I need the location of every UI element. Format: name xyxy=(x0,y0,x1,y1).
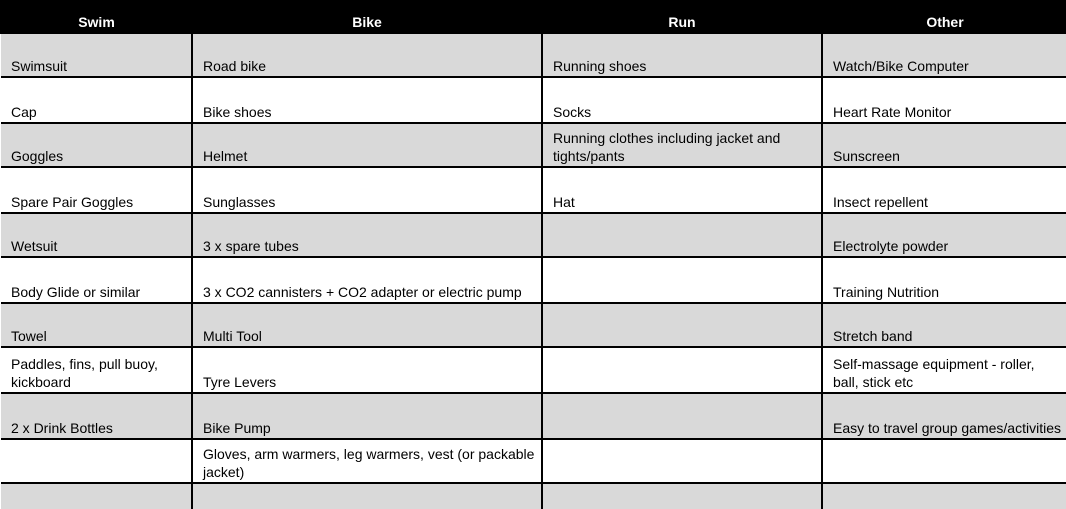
cell-bike[interactable]: 3 x CO2 cannisters + CO2 adapter or electric pump xyxy=(192,257,542,303)
cell-bike[interactable]: Bike Pump xyxy=(192,393,542,439)
table-row xyxy=(1,347,1066,393)
cell-run[interactable] xyxy=(542,303,822,347)
table-row xyxy=(1,393,1066,439)
cell-swim[interactable]: Paddles, fins, pull buoy, kickboard xyxy=(1,347,192,393)
cell-swim[interactable]: Towel xyxy=(1,303,192,347)
cell-other[interactable]: Stretch band xyxy=(822,303,1066,347)
cell-run[interactable] xyxy=(542,439,822,483)
header-swim-label: Swim xyxy=(78,14,115,30)
cell-bike[interactable]: 3 x spare tubes xyxy=(192,213,542,257)
cell-other[interactable]: Heart Rate Monitor xyxy=(822,77,1066,123)
cell-swim[interactable]: 2 x Drink Bottles xyxy=(1,393,192,439)
cell-bike[interactable]: Tyre Levers xyxy=(192,347,542,393)
table-row xyxy=(1,303,1066,347)
cell-swim[interactable]: Swimsuit xyxy=(1,33,192,77)
table-row xyxy=(1,213,1066,257)
cell-bike[interactable]: Multi Tool xyxy=(192,303,542,347)
cell-swim[interactable]: Body Glide or similar xyxy=(1,257,192,303)
header-bike-label: Bike xyxy=(352,14,382,30)
cell-other[interactable]: Insect repellent xyxy=(822,167,1066,213)
cell-run[interactable] xyxy=(542,213,822,257)
cell-run[interactable]: Hat xyxy=(542,167,822,213)
header-run[interactable] xyxy=(542,0,822,33)
cell-other[interactable]: Self-massage equipment - roller, ball, stick etc xyxy=(822,347,1066,393)
cell-run[interactable]: Running shoes xyxy=(542,33,822,77)
cell-other[interactable]: Watch/Bike Computer xyxy=(822,33,1066,77)
cell-swim[interactable]: Cap xyxy=(1,77,192,123)
cell-run[interactable] xyxy=(542,483,822,509)
cell-swim[interactable] xyxy=(1,483,192,509)
table-row xyxy=(1,439,1066,483)
cell-other[interactable]: Training Nutrition xyxy=(822,257,1066,303)
cell-bike[interactable]: Bike shoes xyxy=(192,77,542,123)
cell-swim[interactable]: Wetsuit xyxy=(1,213,192,257)
cell-swim[interactable]: Goggles xyxy=(1,123,192,167)
cell-run[interactable] xyxy=(542,257,822,303)
table-row xyxy=(1,483,1066,509)
cell-bike[interactable]: Road bike xyxy=(192,33,542,77)
table-row xyxy=(1,33,1066,77)
cell-bike[interactable]: Sunglasses xyxy=(192,167,542,213)
cell-other[interactable] xyxy=(822,439,1066,483)
cell-bike[interactable]: Gloves, arm warmers, leg warmers, vest (or packable jacket) xyxy=(192,439,542,483)
cell-other[interactable]: Sunscreen xyxy=(822,123,1066,167)
table-row xyxy=(1,123,1066,167)
cell-swim[interactable]: Spare Pair Goggles xyxy=(1,167,192,213)
cell-run[interactable] xyxy=(542,347,822,393)
cell-run[interactable] xyxy=(542,393,822,439)
table-row xyxy=(1,167,1066,213)
header-row xyxy=(1,0,1066,33)
header-bike[interactable] xyxy=(192,0,542,33)
cell-run[interactable]: Socks xyxy=(542,77,822,123)
cell-run[interactable]: Running clothes including jacket and tights/pants xyxy=(542,123,822,167)
table-row xyxy=(1,257,1066,303)
table-row xyxy=(1,77,1066,123)
header-swim[interactable] xyxy=(1,0,192,33)
cell-bike[interactable]: Helmet xyxy=(192,123,542,167)
header-run-label: Run xyxy=(668,14,696,30)
cell-other[interactable]: Easy to travel group games/activities xyxy=(822,393,1066,439)
header-other[interactable] xyxy=(822,0,1066,33)
cell-other[interactable] xyxy=(822,483,1066,509)
cell-swim[interactable] xyxy=(1,439,192,483)
header-other-label: Other xyxy=(926,14,964,30)
cell-bike[interactable] xyxy=(192,483,542,509)
cell-other[interactable]: Electrolyte powder xyxy=(822,213,1066,257)
